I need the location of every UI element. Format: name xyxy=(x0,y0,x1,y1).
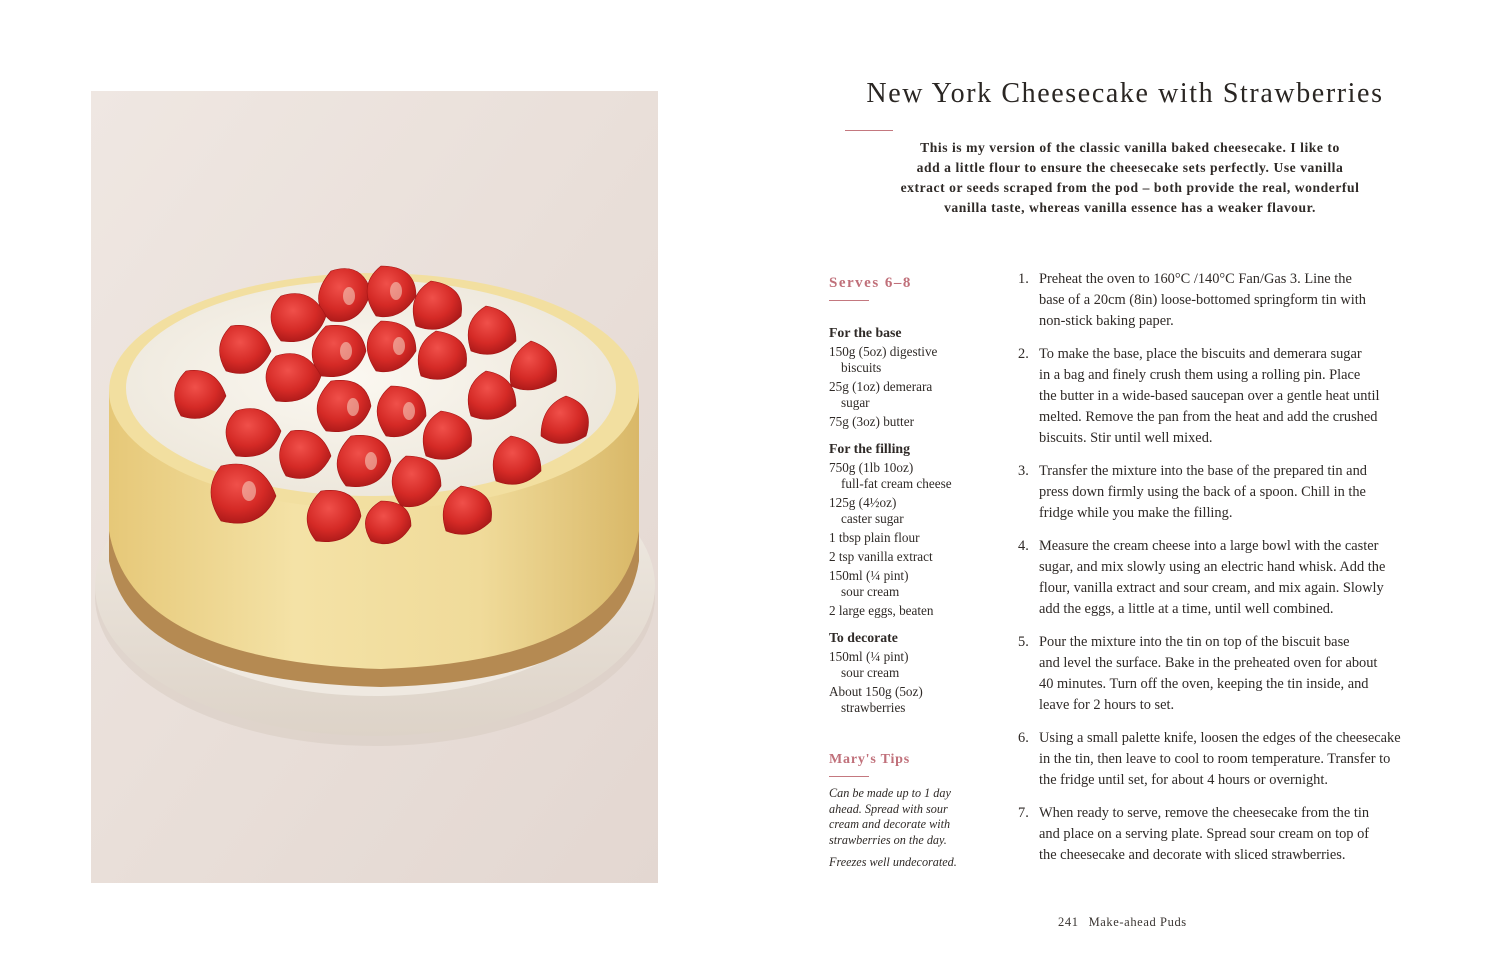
title-divider xyxy=(845,130,893,131)
step-number: 7. xyxy=(1018,805,1029,821)
ingredient-group-heading: For the filling xyxy=(829,441,910,456)
method-step xyxy=(1018,344,1423,449)
ingredient-item xyxy=(829,530,1004,546)
method-step xyxy=(1018,632,1423,716)
ingredient-line: 2 tsp vanilla extract xyxy=(829,549,933,564)
intro-line: This is my version of the classic vanilla baked cheesecake. I like to xyxy=(920,140,1340,155)
ingredient-group-heading: For the base xyxy=(829,325,902,340)
step-text xyxy=(1039,632,1423,716)
step-number: 2. xyxy=(1018,346,1029,362)
step-line: Measure the cream cheese into a large bowl with the caster xyxy=(1039,538,1379,554)
tip-line: ahead. Spread with sour xyxy=(829,801,948,816)
ingredient-line: 2 large eggs, beaten xyxy=(829,603,934,618)
step-line: base of a 20cm (8in) loose-bottomed springform tin with xyxy=(1039,292,1366,308)
step-text xyxy=(1039,728,1423,791)
ingredient-line: 125g (4½oz) xyxy=(829,495,897,510)
step-line: the cheesecake and decorate with sliced strawberries. xyxy=(1039,847,1346,863)
step-line: To make the base, place the biscuits and demerara sugar xyxy=(1039,346,1362,362)
tip-line: strawberries on the day. xyxy=(829,832,947,847)
method-step xyxy=(1018,536,1423,620)
ingredient-line: biscuits xyxy=(841,360,882,375)
serves-divider xyxy=(829,300,869,301)
tip-line: Freezes well undecorated. xyxy=(829,855,957,870)
step-line: leave for 2 hours to set. xyxy=(1039,697,1175,713)
recipe-intro xyxy=(860,138,1400,218)
ingredient-item xyxy=(829,344,1004,376)
step-line: non-stick baking paper. xyxy=(1039,313,1174,329)
method-step xyxy=(1018,269,1423,332)
ingredient-item xyxy=(829,603,1004,619)
step-line: biscuits. Stir until well mixed. xyxy=(1039,430,1213,446)
step-text xyxy=(1039,269,1423,332)
recipe-title: New York Cheesecake with Strawberries xyxy=(866,78,1384,109)
ingredient-group-heading: To decorate xyxy=(829,630,898,645)
step-line: and place on a serving plate. Spread sour cream on top of xyxy=(1039,826,1370,842)
ingredient-line: strawberries xyxy=(841,700,906,715)
step-text xyxy=(1039,803,1423,866)
ingredient-line: sugar xyxy=(841,395,870,410)
step-line: When ready to serve, remove the cheesecake from the tin xyxy=(1039,805,1370,821)
intro-line: vanilla taste, whereas vanilla essence has a weaker flavour. xyxy=(944,200,1316,215)
step-line: Transfer the mixture into the base of the prepared tin and xyxy=(1039,463,1367,479)
step-line: press down firmly using the back of a spoon. Chill in the xyxy=(1039,484,1366,500)
cheesecake-photo xyxy=(91,91,658,883)
ingredient-line: 1 tbsp plain flour xyxy=(829,530,920,545)
method-step xyxy=(1018,803,1423,866)
tip-line: cream and decorate with xyxy=(829,817,951,832)
step-line: 40 minutes. Turn off the oven, keeping the tin inside, and xyxy=(1039,676,1369,692)
ingredient-line: caster sugar xyxy=(841,511,904,526)
step-line: Preheat the oven to 160°C /140°C Fan/Gas 3. Line the xyxy=(1039,271,1352,287)
ingredient-line: sour cream xyxy=(841,584,900,599)
step-number: 6. xyxy=(1018,730,1029,746)
ingredient-item xyxy=(829,568,1004,600)
ingredient-item xyxy=(829,649,1004,681)
step-line: in a bag and finely crush them using a rolling pin. Place xyxy=(1039,367,1361,383)
ingredient-item xyxy=(829,549,1004,565)
step-number: 3. xyxy=(1018,463,1029,479)
ingredient-item xyxy=(829,414,1004,430)
page-footer xyxy=(1058,915,1187,930)
tips-divider xyxy=(829,776,869,777)
tip-line: Can be made up to 1 day xyxy=(829,786,951,800)
intro-line: add a little flour to ensure the cheesecake sets perfectly. Use vanilla xyxy=(916,160,1344,175)
method-step xyxy=(1018,728,1423,791)
tips-text xyxy=(829,786,989,871)
ingredient-item xyxy=(829,460,1004,492)
ingredient-line: 75g (3oz) butter xyxy=(829,414,914,429)
step-line: in the tin, then leave to cool to room temperature. Transfer to xyxy=(1039,751,1391,767)
ingredient-line: About 150g (5oz) xyxy=(829,684,923,699)
method-steps xyxy=(1018,269,1423,878)
tip-item xyxy=(829,855,989,871)
ingredient-line: 150ml (¼ pint) xyxy=(829,649,909,664)
page-number: 241 xyxy=(1058,915,1079,929)
ingredients-list xyxy=(829,324,1004,716)
tips-heading: Mary's Tips xyxy=(829,752,911,767)
ingredient-line: 750g (1lb 10oz) xyxy=(829,460,914,475)
ingredient-line: 150g (5oz) digestive xyxy=(829,344,938,359)
step-text xyxy=(1039,461,1423,524)
step-text xyxy=(1039,344,1423,449)
step-number: 4. xyxy=(1018,538,1029,554)
ingredient-line: 25g (1oz) demerara xyxy=(829,379,933,394)
ingredient-line: full-fat cream cheese xyxy=(841,476,952,491)
ingredient-line: sour cream xyxy=(841,665,900,680)
section-name: Make-ahead Puds xyxy=(1088,915,1187,929)
ingredient-item xyxy=(829,495,1004,527)
ingredient-item xyxy=(829,379,1004,411)
step-text xyxy=(1039,536,1423,620)
step-line: the fridge until set, for about 4 hours or overnight. xyxy=(1039,772,1328,788)
step-line: fridge while you make the filling. xyxy=(1039,505,1233,521)
step-line: add the eggs, a little at a time, until well combined. xyxy=(1039,601,1334,617)
intro-line: extract or seeds scraped from the pod – both provide the real, wonderful xyxy=(900,180,1360,195)
step-line: the butter in a wide-based saucepan over a gentle heat until xyxy=(1039,388,1380,404)
serves-heading: Serves 6–8 xyxy=(829,275,912,291)
ingredient-line: 150ml (¼ pint) xyxy=(829,568,909,583)
ingredient-item xyxy=(829,684,1004,716)
step-number: 1. xyxy=(1018,271,1029,287)
step-line: sugar, and mix slowly using an electric hand whisk. Add the xyxy=(1039,559,1386,575)
tip-item xyxy=(829,786,989,848)
step-number: 5. xyxy=(1018,634,1029,650)
step-line: flour, vanilla extract and sour cream, and mix again. Slowly xyxy=(1039,580,1384,596)
step-line: Pour the mixture into the tin on top of the biscuit base xyxy=(1039,634,1350,650)
step-line: Using a small palette knife, loosen the edges of the cheesecake xyxy=(1039,730,1401,746)
step-line: and level the surface. Bake in the preheated oven for about xyxy=(1039,655,1378,671)
step-line: melted. Remove the pan from the heat and add the crushed xyxy=(1039,409,1378,425)
method-step xyxy=(1018,461,1423,524)
